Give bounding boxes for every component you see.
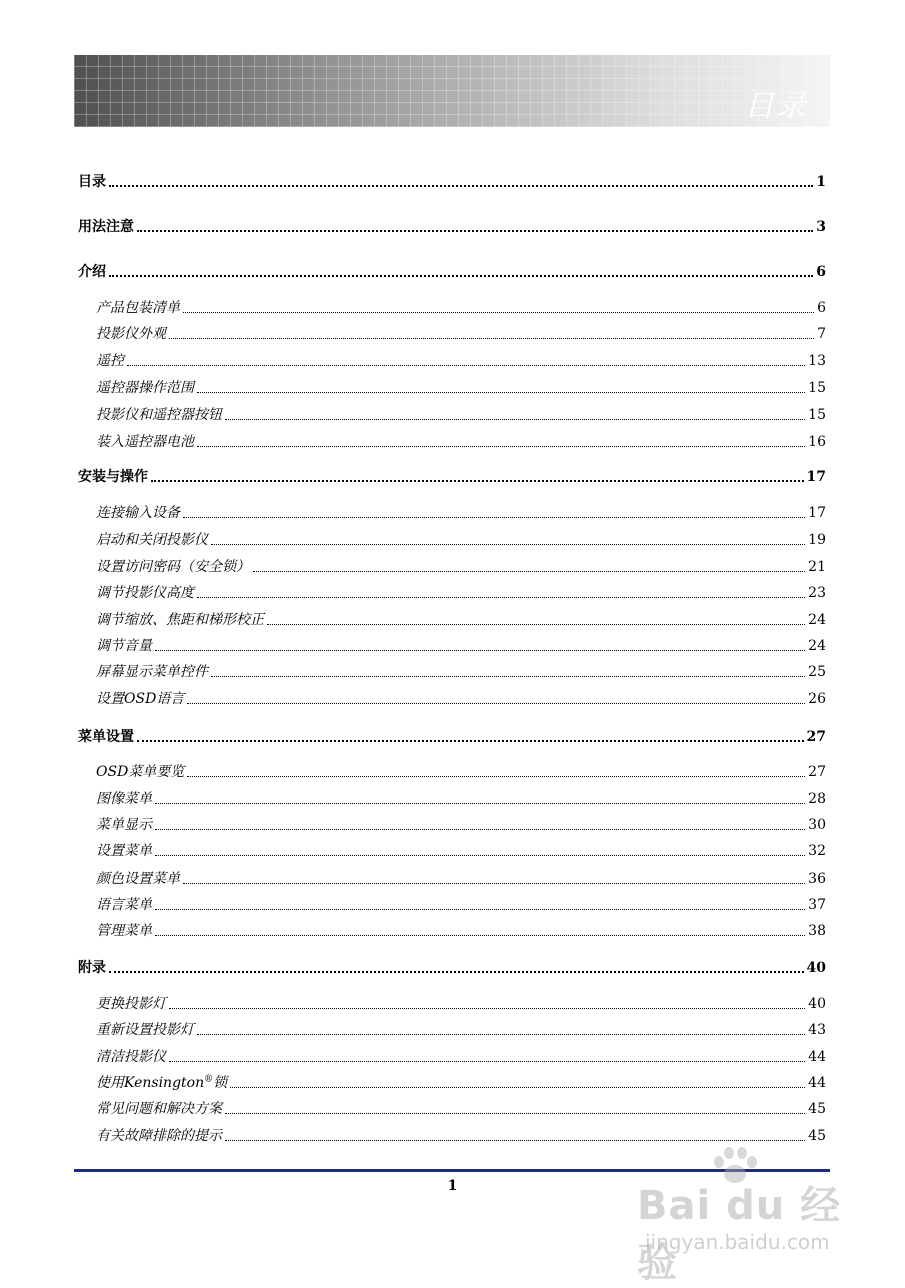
toc-entry-label: 遥控器操作范围 (96, 380, 194, 396)
dot-leader (137, 230, 813, 232)
watermark-url: jingyan.baidu.com (645, 1230, 830, 1254)
dot-leader (183, 517, 805, 518)
toc-entry-label: 装入遥控器电池 (96, 434, 194, 450)
toc-entry[interactable] (78, 815, 826, 835)
toc-entry-page: 44 (808, 1049, 826, 1065)
toc-entry[interactable] (78, 324, 826, 344)
toc-entry-label: 启动和关闭投影仪 (96, 532, 208, 548)
toc-entry-label: 管理菜单 (96, 923, 152, 939)
dot-leader (197, 597, 805, 598)
toc-entry[interactable] (78, 262, 826, 282)
toc-entry-page: 36 (808, 871, 826, 887)
toc-entry[interactable] (78, 841, 826, 861)
toc-entry-label: 更换投影灯 (96, 996, 166, 1012)
toc-entry-page: 45 (808, 1128, 826, 1144)
toc-entry-page: 13 (808, 353, 826, 369)
watermark-logo: Bai du 经验 (637, 1183, 842, 1286)
dot-leader (155, 855, 805, 856)
toc-entry-page: 32 (808, 843, 826, 859)
toc-entry-label: OSD菜单要览 (96, 764, 185, 780)
toc-entry-page: 28 (808, 791, 826, 807)
toc-entry-label: 设置OSD语言 (96, 691, 185, 707)
toc-entry-page: 16 (808, 434, 826, 450)
dot-leader (225, 419, 805, 420)
dot-leader (169, 1061, 805, 1062)
toc-entry-label: 连接输入设备 (96, 505, 180, 521)
toc-entry-label: 常见问题和解决方案 (96, 1101, 222, 1117)
toc-entry-page: 17 (808, 505, 826, 521)
toc-entry[interactable] (78, 1073, 826, 1093)
toc-entry-page: 43 (808, 1022, 826, 1038)
dot-leader (187, 776, 805, 777)
toc-entry[interactable] (78, 1126, 826, 1146)
toc-entry-label: 投影仪外观 (96, 326, 166, 342)
toc-entry-page: 24 (808, 612, 826, 628)
toc-entry-page: 38 (808, 923, 826, 939)
toc-entry-page: 27 (808, 764, 826, 780)
toc-entry-label: 重新设置投影灯 (96, 1022, 194, 1038)
toc-entry-label: 介绍 (78, 264, 106, 280)
toc-entry-page: 21 (808, 559, 826, 575)
toc-entry-label: 调节投影仪高度 (96, 585, 194, 601)
toc-entry-page: 40 (808, 996, 826, 1012)
toc-entry[interactable] (78, 727, 826, 747)
toc-entry[interactable] (78, 432, 826, 452)
toc-entry[interactable] (78, 1099, 826, 1119)
dot-leader (169, 338, 814, 339)
dot-leader (211, 544, 805, 545)
registered-mark: ® (204, 1074, 214, 1085)
toc-entry-label: 菜单设置 (78, 729, 134, 745)
toc-entry[interactable] (78, 378, 826, 398)
dot-leader (183, 883, 805, 884)
toc-entry[interactable] (78, 557, 826, 577)
dot-leader (109, 185, 813, 187)
dot-leader (183, 312, 814, 313)
toc-entry[interactable] (78, 405, 826, 425)
toc-entry[interactable] (78, 958, 826, 978)
toc-entry-label: 清洁投影仪 (96, 1049, 166, 1065)
toc-entry-page: 40 (806, 960, 826, 976)
dot-leader (225, 1140, 805, 1141)
toc-entry[interactable] (78, 994, 826, 1014)
toc-entry-page: 6 (816, 264, 826, 280)
toc-entry-page: 19 (808, 532, 826, 548)
toc-entry[interactable] (78, 298, 826, 318)
toc-entry-label: 调节音量 (96, 638, 152, 654)
dot-leader (187, 703, 805, 704)
toc-entry[interactable] (78, 503, 826, 523)
toc-entry-label: 屏幕显示菜单控件 (96, 664, 208, 680)
dot-leader (197, 1034, 805, 1035)
toc-entry-page: 30 (808, 817, 826, 833)
toc-entry[interactable] (78, 662, 826, 682)
header-banner (74, 55, 830, 127)
toc-entry-label: 投影仪和遥控器按钮 (96, 407, 222, 423)
toc-entry-label: 遥控 (96, 353, 124, 369)
toc-entry[interactable] (78, 172, 826, 192)
toc-entry-page: 17 (806, 469, 826, 485)
toc-entry[interactable] (78, 351, 826, 371)
toc-entry-page: 45 (808, 1101, 826, 1117)
toc-entry-page: 37 (808, 897, 826, 913)
toc-entry-page: 1 (816, 174, 826, 190)
toc-entry[interactable] (78, 530, 826, 550)
toc-entry-label: 附录 (78, 960, 106, 976)
dot-leader (127, 365, 805, 366)
toc-entry[interactable] (78, 636, 826, 656)
dot-leader (151, 480, 804, 482)
toc-entry-page: 23 (808, 585, 826, 601)
toc-entry-label: 有关故障排除的提示 (96, 1128, 222, 1144)
toc-entry[interactable] (78, 921, 826, 941)
dot-leader (109, 275, 813, 277)
dot-leader (169, 1008, 805, 1009)
toc-entry[interactable] (78, 869, 826, 889)
toc-entry-label: 产品包装清单 (96, 300, 180, 316)
toc-entry-label: 使用Kensington®锁 (96, 1074, 228, 1091)
dot-leader (155, 803, 805, 804)
toc-entry-page: 24 (808, 638, 826, 654)
page-number: 1 (447, 1178, 458, 1194)
toc-entry-label: 用法注意 (78, 219, 134, 235)
toc-entry-label: 颜色设置菜单 (96, 871, 180, 887)
toc-entry[interactable] (78, 217, 826, 237)
toc-entry[interactable] (78, 895, 826, 915)
toc-entry[interactable] (78, 467, 826, 487)
toc-entry-label: 语言菜单 (96, 897, 152, 913)
toc-entry-label: 设置访问密码（安全锁） (96, 559, 250, 575)
toc-entry[interactable] (78, 689, 826, 709)
toc-entry-label: 目录 (78, 174, 106, 190)
toc-entry-page: 6 (817, 300, 826, 316)
toc-entry-label: 菜单显示 (96, 817, 152, 833)
toc-entry-page: 44 (808, 1075, 826, 1091)
baidu-watermark (637, 1146, 847, 1286)
toc-entry-label: 设置菜单 (96, 843, 152, 859)
dot-leader (267, 624, 805, 625)
toc-entry[interactable] (78, 1020, 826, 1040)
toc-entry-page: 3 (816, 219, 826, 235)
dot-leader (109, 971, 804, 973)
toc-entry[interactable] (78, 789, 826, 809)
toc-entry-page: 15 (808, 407, 826, 423)
dot-leader (155, 909, 805, 910)
toc-entry[interactable] (78, 1047, 826, 1067)
dot-leader (211, 676, 805, 677)
dot-leader (155, 935, 805, 936)
dot-leader (137, 740, 804, 742)
toc-entry-page: 25 (808, 664, 826, 680)
toc-entry-label: 调节缩放、焦距和梯形校正 (96, 612, 264, 628)
page-title: 目录 (744, 89, 808, 124)
dot-leader (230, 1087, 805, 1088)
toc-entry-label: 安装与操作 (78, 469, 148, 485)
toc-entry[interactable] (78, 583, 826, 603)
dot-leader (155, 829, 805, 830)
dot-leader (197, 446, 805, 447)
dot-leader (225, 1113, 805, 1114)
toc-entry-page: 7 (817, 326, 826, 342)
dot-leader (197, 392, 805, 393)
toc-entry-page: 15 (808, 380, 826, 396)
toc-entry-label: 图像菜单 (96, 791, 152, 807)
dot-leader (253, 571, 805, 572)
toc-entry-page: 26 (808, 691, 826, 707)
toc-entry[interactable] (78, 610, 826, 630)
toc-entry-page: 27 (806, 729, 826, 745)
dot-leader (155, 650, 805, 651)
toc-entry[interactable] (78, 762, 826, 782)
